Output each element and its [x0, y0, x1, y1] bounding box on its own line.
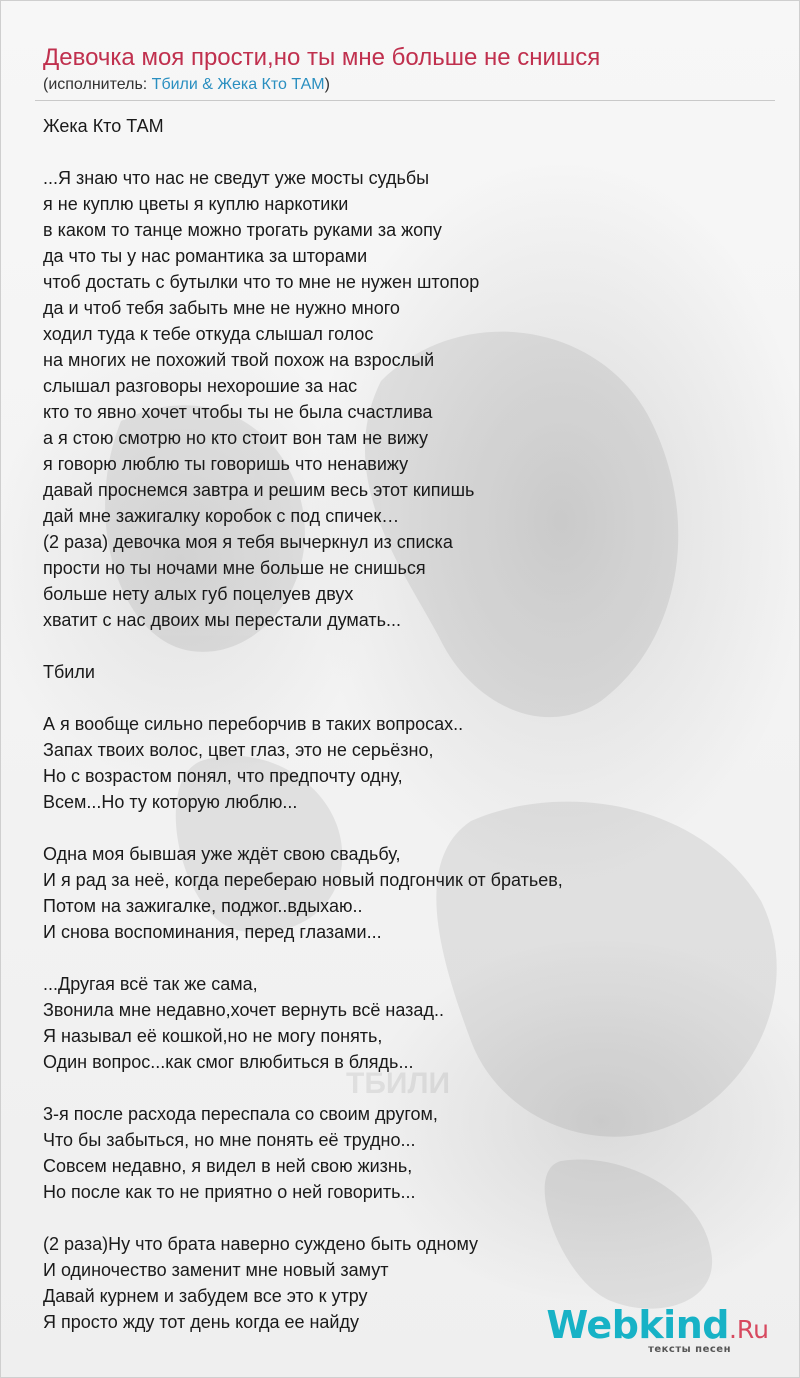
- lyrics-line: И я рад за неё, когда перебераю новый подгончик от братьев,: [43, 870, 563, 890]
- lyrics-line: хватит с нас двоих мы перестали думать...: [43, 610, 402, 630]
- lyrics-line: на многих не похожий твой похож на взрослый: [43, 350, 435, 370]
- artist-line: [43, 75, 757, 95]
- lyrics-line: (2 раза) девочка моя я тебя вычеркнул из списка: [43, 532, 453, 552]
- lyrics-line: Потом на зажигалке, поджог..вдыхаю..: [43, 896, 363, 916]
- lyrics-blank-line: [43, 945, 757, 971]
- lyrics-line: ...Другая всё так же сама,: [43, 974, 258, 994]
- lyrics-line: а я стою смотрю но кто стоит вон там не вижу: [43, 428, 429, 448]
- lyrics-line: да что ты у нас романтика за шторами: [43, 246, 368, 266]
- lyrics-text: [43, 113, 757, 1335]
- lyrics-line: Жека Кто ТАМ: [43, 116, 164, 136]
- lyrics-blank-line: [43, 1075, 757, 1101]
- lyrics-line: да и чтоб тебя забыть мне не нужно много: [43, 298, 400, 318]
- lyrics-blank-line: [43, 815, 757, 841]
- artist-prefix: (исполнитель:: [43, 76, 152, 93]
- lyrics-line: я говорю люблю ты говоришь что ненавижу: [43, 454, 409, 474]
- lyrics-line: Один вопрос...как смог влюбиться в блядь...: [43, 1052, 414, 1072]
- lyrics-line: больше нету алых губ поцелуев двух: [43, 584, 354, 604]
- lyrics-line: 3-я после расхода переспала со своим другом,: [43, 1104, 438, 1124]
- lyrics-line: И снова воспоминания, перед глазами...: [43, 922, 382, 942]
- logo-name: Webkind: [546, 1303, 729, 1347]
- lyrics-line: Я просто жду тот день когда ее найду: [43, 1312, 359, 1332]
- lyrics-line: Запах твоих волос, цвет глаз, это не серьёзно,: [43, 740, 434, 760]
- lyrics-line: кто то явно хочет чтобы ты не была счастлива: [43, 402, 433, 422]
- lyrics-blank-line: [43, 139, 757, 165]
- lyrics-line: Давай курнем и забудем все это к утру: [43, 1286, 368, 1306]
- lyrics-line: Но с возрастом понял, что предпочту одну,: [43, 766, 403, 786]
- lyrics-line: И одиночество заменит мне новый замут: [43, 1260, 389, 1280]
- lyrics-line: прости но ты ночами мне больше не снишься: [43, 558, 426, 578]
- lyrics-line: я не куплю цветы я куплю наркотики: [43, 194, 349, 214]
- lyrics-blank-line: [43, 1205, 757, 1231]
- lyrics-line: в каком то танце можно трогать руками за жопу: [43, 220, 442, 240]
- lyrics-line: Совсем недавно, я видел в ней свою жизнь,: [43, 1156, 413, 1176]
- lyrics-line: Одна моя бывшая уже ждёт свою свадьбу,: [43, 844, 401, 864]
- lyrics-line: ...Я знаю что нас не сведут уже мосты судьбы: [43, 168, 430, 188]
- logo-tld: .Ru: [728, 1315, 769, 1344]
- lyrics-line: чтоб достать с бутылки что то мне не нужен штопор: [43, 272, 480, 292]
- lyrics-line: слышал разговоры нехорошие за нас: [43, 376, 358, 396]
- lyrics-line: Всем...Но ту которую люблю...: [43, 792, 298, 812]
- song-title: Девочка моя прости,но ты мне больше не снишся: [43, 44, 601, 71]
- main-content: [1, 1, 799, 1335]
- header-divider: [35, 100, 775, 101]
- lyrics-line: Что бы забыться, но мне понять её трудно...: [43, 1130, 416, 1150]
- lyrics-line: А я вообще сильно переборчив в таких вопросах..: [43, 714, 464, 734]
- lyrics-blank-line: [43, 633, 757, 659]
- lyrics-line: дай мне зажигалку коробок с под спичек…: [43, 506, 400, 526]
- artist-link[interactable]: Тбили & Жека Кто ТАМ: [151, 76, 325, 93]
- lyrics-line: давай проснемся завтра и решим весь этот кипишь: [43, 480, 475, 500]
- lyrics-line: ходил туда к тебе откуда слышал голос: [43, 324, 374, 344]
- lyrics-line: Я называл её кошкой,но не могу понять,: [43, 1026, 383, 1046]
- lyrics-line: Звонила мне недавно,хочет вернуть всё назад..: [43, 1000, 444, 1020]
- site-logo[interactable]: [546, 1305, 769, 1355]
- artist-suffix: ): [324, 76, 330, 93]
- watermark-text: ТБИЛИ: [346, 1067, 451, 1100]
- lyrics-blank-line: [43, 685, 757, 711]
- lyrics-line: (2 раза)Ну что брата наверно суждено быть одному: [43, 1234, 479, 1254]
- lyrics-line: Но после как то не приятно о ней говорить...: [43, 1182, 416, 1202]
- lyrics-line: Тбили: [43, 662, 95, 682]
- logo-tagline: тексты песен: [648, 1344, 731, 1355]
